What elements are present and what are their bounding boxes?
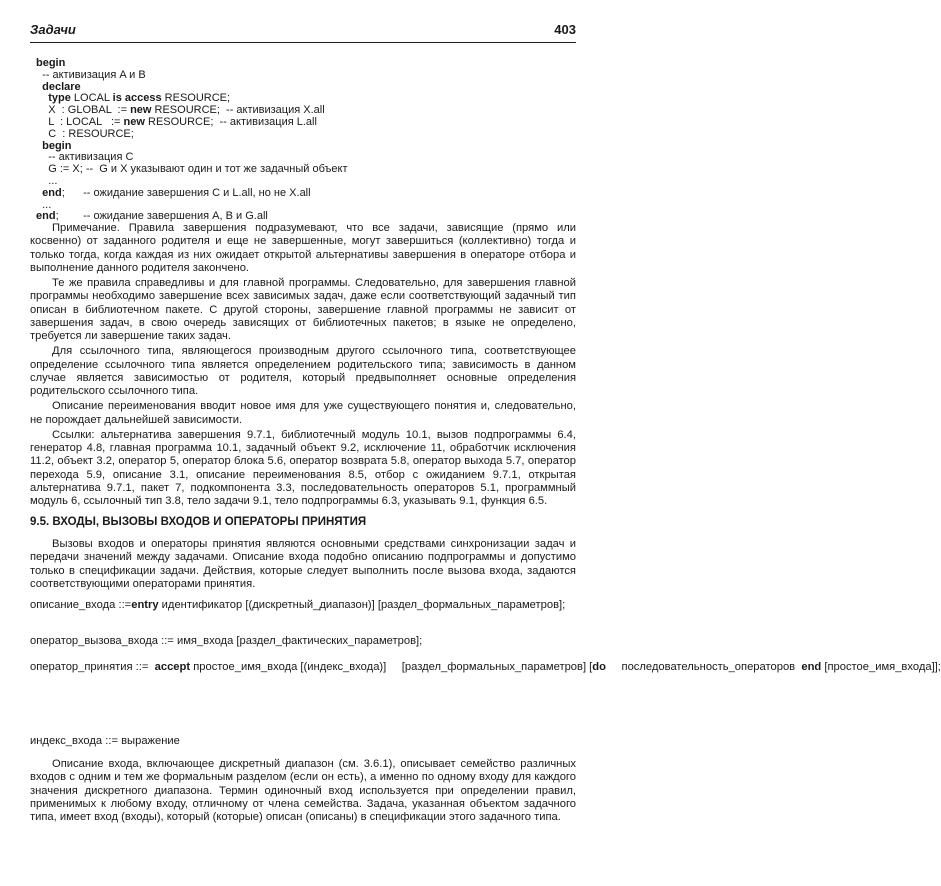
- paragraph-references: Ссылки: альтернатива завершения 9.7.1, библиотечный модуль 10.1, вызов подпрограммы 6.4, генератор 4.8, главная программа 10.1, задачный объект 9.2, исключение 11, обработчик исключения 11.2, объект 3.2, оператор 5, оператор блока 5.6, оператор возврата 5.8, оператор выхода 5.7, оператор перехода 5.9, описание 3.1, описание переименования 8.5, отбор с ожиданием 9.7.1, открытая альтернатива 9.7.1, пакет 7, подкомпонента 3.3, последовательность операторов 5.1, программный модуль 6, ссылочный тип 3.8, тело задачи 9.1, тело подпрограммы 6.3, указывать 9.1, функция 6.5.: [30, 428, 576, 507]
- code-line: -- активизация A и B: [36, 68, 146, 81]
- code-line: end; -- ожидание завершения C и L.all, но не X.all: [42, 186, 311, 199]
- code-line: end; -- ожидание завершения A, B и G.all: [36, 210, 268, 223]
- syntax-entry-declaration: [30, 598, 576, 612]
- paragraph-renaming: Описание переименования вводит новое имя для уже существующего понятия и, следовательно, не порождает дальнейшей зависимости.: [30, 400, 576, 426]
- code-line: declare: [42, 80, 81, 93]
- code-line: C : RESOURCE;: [36, 127, 134, 140]
- body-text: [30, 222, 576, 510]
- syntax-line: индекс_входа ::= выражение: [30, 735, 180, 747]
- section-heading: 9.5. ВХОДЫ, ВЫЗОВЫ ВХОДОВ И ОПЕРАТОРЫ ПРИНЯТИЯ: [30, 516, 367, 528]
- code-line: ...: [36, 198, 52, 211]
- running-title: Задачи: [30, 22, 76, 37]
- code-line: L : LOCAL := new RESOURCE; -- активизация L.all: [36, 115, 317, 128]
- section-intro-text: Вызовы входов и операторы принятия являются основными средствами синхронизации задач и передачи значений между задачами. Описание входа подобно описанию подпрограммы и допустимо только в спецификации задачи. Действия, которые следует выполнить после вызова входа, задаются соответствующими операторами принятия.: [30, 538, 576, 590]
- syntax-line: описание_входа ::=: [30, 599, 132, 611]
- syntax-line: [раздел_формальных_параметров] [do: [386, 661, 606, 673]
- code-line: begin: [36, 57, 66, 69]
- syntax-line: оператор_принятия ::=: [30, 661, 149, 673]
- code-line: -- активизация C: [36, 151, 134, 164]
- paragraph-main-program: Те же правила справедливы и для главной программы. Следовательно, для завершения главной программы необходимо завершение всех зависимых задач, даже если соответствующий задачный тип описан в библиотечном пакете. С другой стороны, завершение главной программы не зависит от завершения задач, в свою очередь зависящих от библиотечных пакетов; в языке не определено, требуется ли завершение таких задач.: [30, 277, 576, 342]
- syntax-accept-statement: [30, 660, 941, 674]
- code-line: ...: [36, 174, 58, 187]
- code-example: [36, 58, 576, 223]
- paragraph-entry-family: Описание входа, включающее дискретный диапазон (см. 3.6.1), описывает семейство различных входов с одним и тем же формальным разделом (если он есть), а именно по одному входу для каждого значения дискретного диапазона. Термин одиночный вход используется при определении правил, применимых к любому входу, отличному от члена семейства. Задача, указанная объектом задачного типа, имеет вход (входы), который (которые) описан (описаны) в спецификации этого задачного типа.: [30, 758, 576, 823]
- code-line: G := X; -- G и X указывают один и тот же задачный объект: [36, 163, 348, 176]
- syntax-entry-call: [30, 634, 576, 648]
- closing-text: [30, 758, 576, 824]
- syntax-line: accept простое_имя_входа [(индекс_входа)]: [154, 661, 387, 673]
- syntax-line: оператор_вызова_входа ::= имя_входа [раздел_фактических_параметров];: [30, 635, 423, 647]
- page-header: [30, 22, 576, 43]
- code-line: type LOCAL is access RESOURCE;: [48, 92, 231, 105]
- paragraph-access-type: Для ссылочного типа, являющегося производным другого ссылочного типа, соответствующее определение ссылочного типа является определением родительского типа; зависимость в данном случае является зависимостью от родителя, который предвыполняет основные определения родительского ссылочного типа.: [30, 345, 576, 397]
- syntax-line: end [простое_имя_входа]];: [801, 661, 941, 673]
- syntax-line: последовательность_операторов: [605, 661, 796, 673]
- syntax-entry-index: [30, 734, 576, 748]
- section-intro: [30, 538, 576, 591]
- syntax-line: entry идентификатор [(дискретный_диапазон)] [раздел_формальных_параметров];: [131, 599, 566, 611]
- paragraph-note: Примечание. Правила завершения подразумевают, что все задачи, зависящие (прямо или косвенно) от заданного родителя и еще не завершенные, могут завершиться (коллективно) тогда и только тогда, когда каждая из них ожидает открытой альтернативы завершения в операторе отбора и выполнение данного родителя закончено.: [30, 222, 576, 274]
- code-line: X : GLOBAL := new RESOURCE; -- активизация X.all: [36, 104, 325, 117]
- code-line: begin: [42, 139, 72, 152]
- page-number: 403: [554, 22, 576, 37]
